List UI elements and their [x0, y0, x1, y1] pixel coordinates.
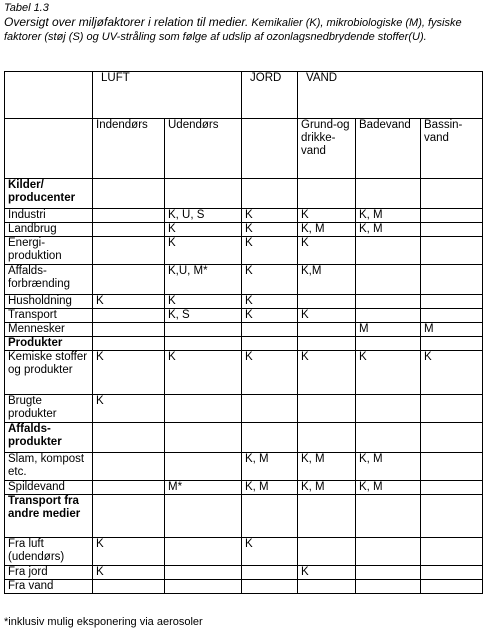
row-label: Transport — [5, 309, 93, 323]
table-cell — [93, 453, 165, 481]
table-cell — [421, 295, 483, 309]
table-cell: K — [93, 566, 165, 580]
group-header-vand: VAND — [298, 72, 483, 119]
row-label: Fra vand — [5, 580, 93, 594]
table-row — [5, 423, 483, 453]
table-cell: K — [421, 351, 483, 395]
row-label: Energi-produktion — [5, 237, 93, 265]
table-cell — [93, 580, 165, 594]
table-cell — [93, 337, 165, 351]
table-cell — [356, 295, 421, 309]
table-row — [5, 223, 483, 237]
table-cell — [298, 495, 356, 538]
caption-text — [4, 15, 484, 44]
table-cell: K, M — [356, 481, 421, 495]
table-cell: K — [242, 223, 298, 237]
table-cell: K — [242, 295, 298, 309]
table-row — [5, 580, 483, 594]
group-header-jord: JORD — [242, 72, 298, 119]
group-header-row — [5, 72, 483, 119]
table-cell: K, M — [356, 223, 421, 237]
table-cell — [242, 337, 298, 351]
table-cell — [165, 395, 242, 423]
table-cell — [421, 209, 483, 223]
table-cell — [421, 179, 483, 209]
table-cell: K, M — [298, 223, 356, 237]
corner-cell — [5, 72, 93, 119]
table-cell: K — [165, 351, 242, 395]
table-cell — [298, 580, 356, 594]
table-cell — [93, 481, 165, 495]
table-row — [5, 337, 483, 351]
table-row — [5, 481, 483, 495]
caption-label: Tabel 1.3 — [4, 2, 49, 14]
row-label: Landbrug — [5, 223, 93, 237]
table-cell — [93, 179, 165, 209]
row-label: Mennesker — [5, 323, 93, 337]
table-cell — [165, 566, 242, 580]
table-cell: K, M — [242, 481, 298, 495]
table-cell: K — [93, 295, 165, 309]
table-cell — [93, 323, 165, 337]
table-cell — [165, 337, 242, 351]
table-cell: K — [298, 237, 356, 265]
table-cell: K, S — [165, 309, 242, 323]
row-label: Transport fra andre medier — [5, 495, 93, 538]
table-cell — [93, 237, 165, 265]
table-cell — [93, 309, 165, 323]
table-cell: K — [93, 395, 165, 423]
table-cell — [242, 179, 298, 209]
row-label: Spildevand — [5, 481, 93, 495]
table-cell — [356, 395, 421, 423]
table-cell — [165, 538, 242, 566]
row-label: Slam, kompost etc. — [5, 453, 93, 481]
table-cell — [93, 495, 165, 538]
table-row — [5, 351, 483, 395]
table-cell: M* — [165, 481, 242, 495]
table-row — [5, 237, 483, 265]
subheader-cell — [242, 119, 298, 179]
subheader-cell: Udendørs — [165, 119, 242, 179]
table-row — [5, 323, 483, 337]
table-cell — [356, 237, 421, 265]
table-cell — [421, 337, 483, 351]
table-cell: K — [242, 237, 298, 265]
table-cell — [165, 580, 242, 594]
table-cell: K — [165, 237, 242, 265]
row-label: Kilder/ producenter — [5, 179, 93, 209]
table-cell: K — [298, 351, 356, 395]
table-cell: K — [165, 295, 242, 309]
row-label: Brugte produkter — [5, 395, 93, 423]
subheader-cell: Bassin-vand — [421, 119, 483, 179]
subheader-cell: Indendørs — [93, 119, 165, 179]
table-cell — [356, 538, 421, 566]
table-cell — [421, 309, 483, 323]
table-cell — [421, 265, 483, 295]
table-cell — [165, 453, 242, 481]
table-row — [5, 566, 483, 580]
table-cell — [242, 580, 298, 594]
table-cell — [93, 265, 165, 295]
row-label: Kemiske stoffer og produkter — [5, 351, 93, 395]
table-cell: K — [242, 209, 298, 223]
table-cell — [356, 423, 421, 453]
subheader-cell: Badevand — [356, 119, 421, 179]
table-cell: K, M — [356, 453, 421, 481]
table-cell: K — [242, 309, 298, 323]
table-cell: K, M — [242, 453, 298, 481]
table-row — [5, 209, 483, 223]
table-cell: K, M — [298, 453, 356, 481]
row-label: Fra jord — [5, 566, 93, 580]
table-cell — [421, 566, 483, 580]
table-cell — [165, 423, 242, 453]
caption-lead: Oversigt over miljøfaktorer i relation til medier. — [4, 15, 249, 29]
row-label: Fra luft (udendørs) — [5, 538, 93, 566]
caption-rest: Kemikalier (K), mikrobiologiske (M), fysiske faktorer (støj (S) og UV-stråling som følge af udslip af ozonlagsnedbrydende stoffer(U). — [4, 17, 462, 43]
table-row — [5, 309, 483, 323]
group-header-luft: LUFT — [93, 72, 242, 119]
table-cell — [298, 337, 356, 351]
table-cell — [421, 395, 483, 423]
table-cell: K,U, M* — [165, 265, 242, 295]
table-cell: K — [356, 351, 421, 395]
table-cell: K — [93, 538, 165, 566]
table-cell — [356, 495, 421, 538]
table-cell — [421, 237, 483, 265]
table-cell — [298, 295, 356, 309]
table-cell: K, U, S — [165, 209, 242, 223]
table-cell — [242, 495, 298, 538]
table-row — [5, 395, 483, 423]
table-cell: K — [298, 566, 356, 580]
subheader-row — [5, 119, 483, 179]
subheader-corner — [5, 119, 93, 179]
table-cell — [421, 423, 483, 453]
table-cell — [165, 495, 242, 538]
row-label: Affalds-produkter — [5, 423, 93, 453]
table-cell — [242, 395, 298, 423]
table-cell — [356, 265, 421, 295]
table-cell — [421, 453, 483, 481]
row-label: Industri — [5, 209, 93, 223]
table-cell: K — [298, 209, 356, 223]
table-row — [5, 179, 483, 209]
table-row — [5, 538, 483, 566]
table-cell: K — [298, 309, 356, 323]
table-cell — [421, 495, 483, 538]
table-caption — [4, 1, 484, 44]
table-cell — [298, 179, 356, 209]
table-cell — [93, 423, 165, 453]
table-cell: K, M — [298, 481, 356, 495]
table-cell — [356, 566, 421, 580]
table-cell — [298, 395, 356, 423]
table-row — [5, 495, 483, 538]
table-row — [5, 453, 483, 481]
table-cell — [298, 323, 356, 337]
table-cell — [298, 538, 356, 566]
table-cell: K — [242, 351, 298, 395]
table-cell — [93, 209, 165, 223]
table-cell — [165, 323, 242, 337]
table-cell — [93, 223, 165, 237]
table-cell — [421, 580, 483, 594]
table-cell: K — [242, 265, 298, 295]
table-cell — [421, 481, 483, 495]
table-cell — [356, 580, 421, 594]
table-cell: M — [421, 323, 483, 337]
row-label: Produkter — [5, 337, 93, 351]
environment-factors-table — [4, 71, 483, 594]
table-cell — [242, 423, 298, 453]
table-cell — [242, 323, 298, 337]
table-cell — [298, 423, 356, 453]
table-cell: K — [242, 538, 298, 566]
table-cell — [421, 538, 483, 566]
footnote: *inklusiv mulig eksponering via aerosoler — [4, 616, 203, 628]
subheader-cell: Grund-og drikke-vand — [298, 119, 356, 179]
table-cell — [356, 337, 421, 351]
table-cell — [356, 309, 421, 323]
table-cell — [356, 179, 421, 209]
row-label: Affalds-forbrænding — [5, 265, 93, 295]
table-cell: K — [165, 223, 242, 237]
table-cell: K, M — [356, 209, 421, 223]
table-cell — [165, 179, 242, 209]
row-label: Husholdning — [5, 295, 93, 309]
table-cell: K,M — [298, 265, 356, 295]
table-row — [5, 265, 483, 295]
table-cell: K — [93, 351, 165, 395]
table-cell — [242, 566, 298, 580]
table-row — [5, 295, 483, 309]
table-cell — [421, 223, 483, 237]
table-cell: M — [356, 323, 421, 337]
